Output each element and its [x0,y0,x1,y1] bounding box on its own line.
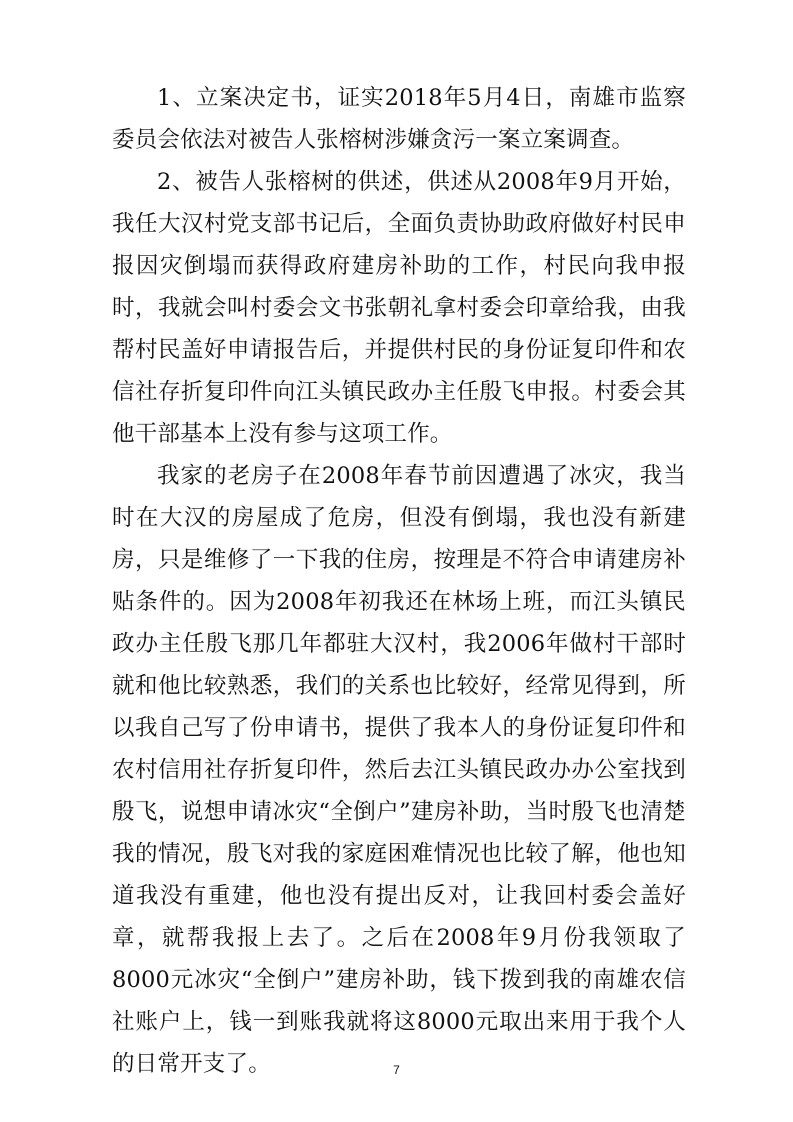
document-body [112,77,686,1085]
page-number: 7 [393,1063,400,1077]
paragraph-filing-decision: 1、立案决定书，证实2018年5月4日，南雄市监察委员会依法对被告人张榕树涉嫌贪污一案立案调查。 [112,85,686,153]
paragraph-house-subsidy: 我家的老房子在2008年春节前因遭遇了冰灾，我当时在大汉的房屋成了危房，但没有倒塌，我也没有新建房，只是维修了一下我的住房，按理是不符合申请建房补贴条件的。因为2008年初我还在林场上班，而江头镇民政办主任殷飞那几年都驻大汉村，我2006年做村干部时就和他比较熟悉，我们的关系也比较好，经常见得到，所以我自己写了份申请书，提供了我本人的身份证复印件和农村信用社存折复印件，然后去江头镇民政办办公室找到殷飞，说想申请冰灾“全倒户”建房补助，当时殷飞也清楚我的情况，殷飞对我的家庭困难情况也比较了解，他也知道我没有重建，他也没有提出反对，让我回村委会盖好章，就帮我报上去了。之后在2008年9月份我领取了8000元冰灾“全倒户”建房补助，钱下拨到我的南雄农信社账户上，钱一到账我就将这8000元取出来用于我个人的日常开支了。 [112,463,686,1077]
paragraph-defendant-statement: 2、被告人张榕树的供述，供述从2008年9月开始，我任大汉村党支部书记后，全面负责协助政府做好村民申报因灾倒塌而获得政府建房补助的工作，村民向我申报时，我就会叫村委会文书张朝礼拿村委会印章给我，由我帮村民盖好申请报告后，并提供村民的身份证复印件和农信社存折复印件向江头镇民政办主任殷飞申报。村委会其他干部基本上没有参与这项工作。 [112,169,686,447]
